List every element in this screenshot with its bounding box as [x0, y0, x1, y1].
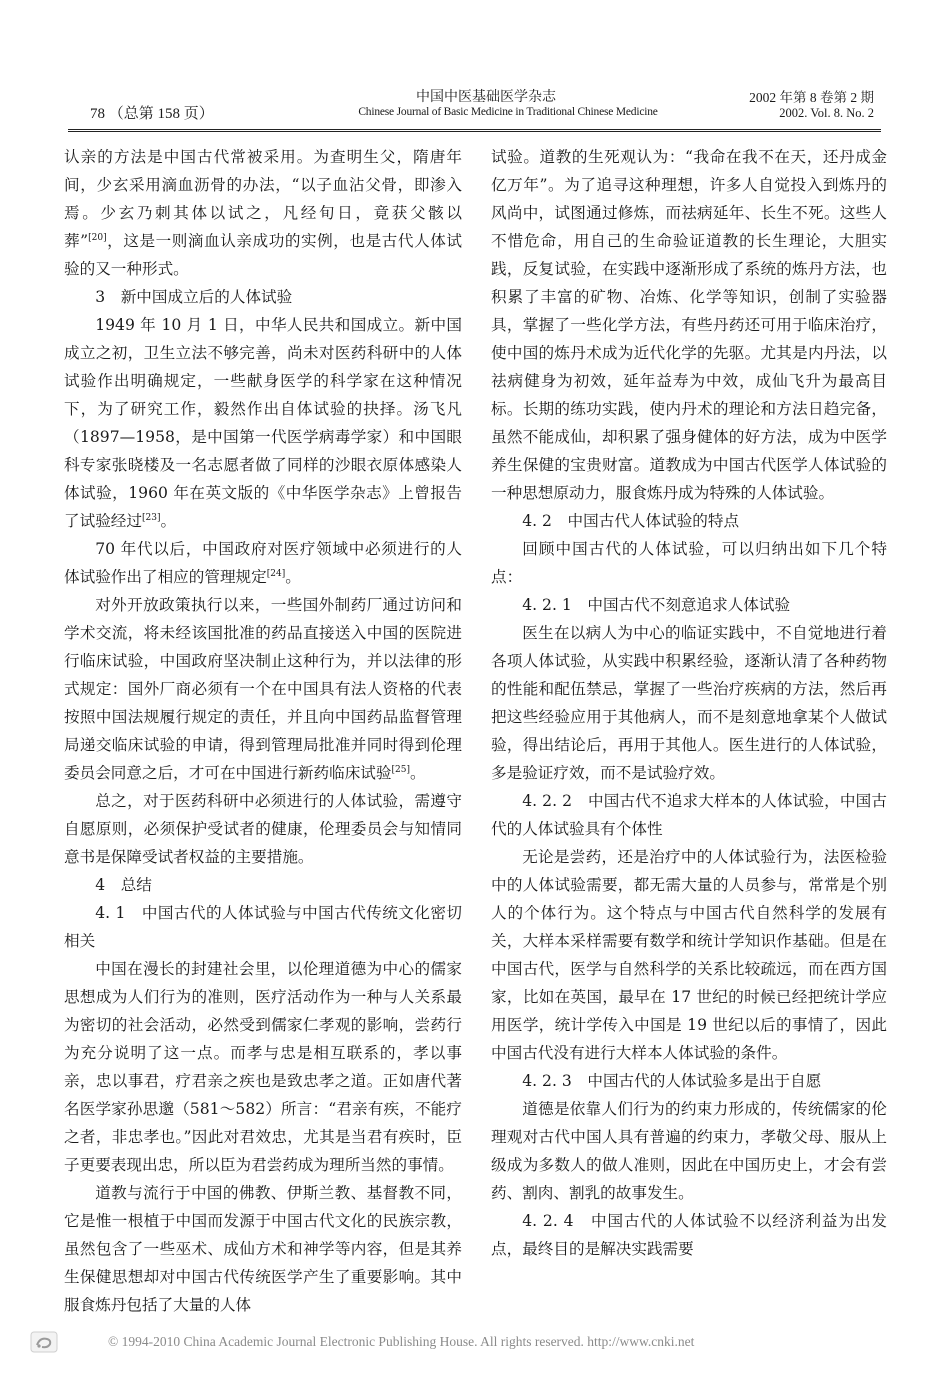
left-column — [64, 143, 462, 1319]
paragraph: 70 年代以后，中国政府对医疗领域中必须进行的人体试验作出了相应的管理规定[24]。 — [64, 540, 462, 586]
volume-en: 2002. Vol. 8. No. 2 — [779, 106, 874, 120]
journal-title-cn: 中国中医基础医学杂志 — [416, 89, 556, 105]
subsection-heading: 4. 1 中国古代的人体试验与中国古代传统文化密切相关 — [64, 904, 462, 950]
cnki-logo-icon — [30, 1331, 58, 1353]
citation[interactable]: [20] — [88, 233, 107, 243]
page-number: 78 （总第 158 页） — [90, 106, 214, 122]
paragraph: 医生在以病人为中心的临证实践中，不自觉地进行着各项人体试验，从实践中积累经验，逐渐认清了各种药物的性能和配伍禁忌，掌握了一些治疗疾病的方法，然后再把这些经验应用于其他病人，而不是刻意地拿某个人做试验，得出结论后，再用于其他人。医生进行的人体试验，多是验证疗效，而不是试验疗效。 — [491, 624, 887, 782]
paragraph: 道德是依靠人们行为的约束力形成的，传统儒家的伦理观对古代中国人具有普遍的约束力，孝敬父母、服从上级成为多数人的做人准则，因此在中国历史上，才会有尝药、割肉、割乳的故事发生。 — [491, 1100, 887, 1202]
copyright-notice: © 1994-2010 China Academic Journal Electronic Publishing House. All rights reserved. http://www.cnki.net — [108, 1334, 695, 1349]
citation[interactable]: [23] — [141, 513, 161, 523]
journal-title-en: Chinese Journal of Basic Medicine in Traditional Chinese Medicine — [358, 106, 658, 118]
running-header — [68, 82, 880, 130]
header-rule — [68, 129, 881, 130]
paragraph: 道教与流行于中国的佛教、伊斯兰教、基督教不同，它是惟一根植于中国而发源于中国古代文化的民族宗教，虽然包含了一些巫术、成仙方术和神学等内容，但是其养生保健思想却对中国古代传统医学产生了重要影响。其中服食炼丹包括了大量的人体 — [64, 1184, 462, 1314]
footer — [30, 1331, 880, 1355]
subsection-heading: 4. 2 中国古代人体试验的特点 — [522, 512, 740, 530]
right-column — [491, 143, 887, 1263]
header-rule-secondary — [68, 131, 881, 132]
paragraph: 认亲的方法是中国古代常被采用。为查明生父，隋唐年间，少玄采用滴血沥骨的办法，“以子血沾父骨，即渗入焉。少玄乃刺其体以试之，凡经旬日，竟获父骸以葬”[20]，这是一则滴血认亲成功的实例，也是古代人体试验的又一种形式。 — [64, 148, 462, 278]
subsection-heading: 4. 2. 4 中国古代的人体试验不以经济利益为出发点，最终目的是解决实践需要 — [491, 1212, 887, 1258]
paragraph: 总之，对于医药科研中必须进行的人体试验，需遵守自愿原则，必须保护受试者的健康，伦理委员会与知情同意书是保障受试者权益的主要措施。 — [64, 792, 462, 866]
subsection-heading: 4. 2. 1 中国古代不刻意追求人体试验 — [522, 596, 791, 614]
paragraph: 回顾中国古代的人体试验，可以归纳出如下几个特点： — [491, 540, 887, 586]
paragraph: 1949 年 10 月 1 日，中华人民共和国成立。新中国成立之初，卫生立法不够完善，尚未对医药科研中的人体试验作出明确规定，一些献身医学的科学家在这种情况下，为了研究工作，毅然作出自体试验的抉择。汤飞凡（1897—1958，是中国第一代医学病毒学家）和中国眼科专家张晓楼及一名志愿者做了同样的沙眼衣原体感染人体试验，1960 年在英文版的《中华医学杂志》上曾报告了试验经过[23]。 — [64, 316, 462, 530]
citation[interactable]: [24] — [266, 569, 286, 579]
section-heading: 4 总结 — [95, 876, 152, 894]
issue-cn: 2002 年第 8 卷第 2 期 — [749, 90, 874, 105]
paragraph: 试验。道教的生死观认为：“我命在我不在天，还丹成金亿万年”。为了追寻这种理想，许多人自觉投入到炼丹的风尚中，试图通过修炼，而祛病延年、长生不死。这些人不惜危命，用自己的生命验证道教的长生理论，大胆实践，反复试验，在实践中逐渐形成了系统的炼丹方法，也积累了丰富的矿物、冶炼、化学等知识，创制了实验器具，掌握了一些化学方法，有些丹药还可用于临床治疗，使中国的炼丹术成为近代化学的先驱。尤其是内丹法，以祛病健身为初效，延年益寿为中效，成仙飞升为最高目标。长期的练功实践，使内丹术的理论和方法日趋完备，虽然不能成仙，却积累了强身健体的好方法，成为中医学养生保健的宝贵财富。道教成为中国古代医学人体试验的一种思想原动力，服食炼丹成为特殊的人体试验。 — [491, 148, 887, 502]
subsection-heading: 4. 2. 3 中国古代的人体试验多是出于自愿 — [522, 1072, 822, 1090]
citation[interactable]: [25] — [391, 765, 410, 775]
section-heading: 3 新中国成立后的人体试验 — [95, 288, 293, 306]
paragraph: 中国在漫长的封建社会里，以伦理道德为中心的儒家思想成为人们行为的准则，医疗活动作为一种与人关系最为密切的社会活动，必然受到儒家仁孝观的影响，尝药行为充分说明了这一点。而孝与忠是相互联系的，孝以事亲，忠以事君，疗君亲之疾也是致忠孝之道。正如唐代著名医学家孙思邈（581～582）所言：“君亲有疾，不能疗之者，非忠孝也。”因此对君效忠，尤其是当君有疾时，臣子更要表现出忠，所以臣为君尝药成为理所当然的事情。 — [64, 960, 462, 1174]
subsection-heading: 4. 2. 2 中国古代不追求大样本的人体试验，中国古代的人体试验具有个体性 — [491, 792, 887, 838]
paragraph: 对外开放政策执行以来，一些国外制药厂通过访问和学术交流，将未经该国批准的药品直接送入中国的医院进行临床试验，中国政府坚决制止这种行为，并以法律的形式规定：国外厂商必须有一个在中国具有法人资格的代表按照中国法规履行规定的责任，并且向中国药品监督管理局递交临床试验的申请，得到管理局批准并同时得到伦理委员会同意之后，才可在中国进行新药临床试验[25]。 — [64, 596, 462, 782]
paragraph: 无论是尝药，还是治疗中的人体试验行为，法医检验中的人体试验需要，都无需大量的人员参与，常常是个别人的个体行为。这个特点与中国古代自然科学的发展有关，大样本采样需要有数学和统计学知识作基础。但是在中国古代，医学与自然科学的关系比较疏远，而在西方国家，比如在英国，最早在 17 世纪的时候已经把统计学应用医学，统计学传入中国是 19 世纪以后的事情了，因此中国古代没有进行大样本人体试验的条件。 — [491, 848, 887, 1062]
